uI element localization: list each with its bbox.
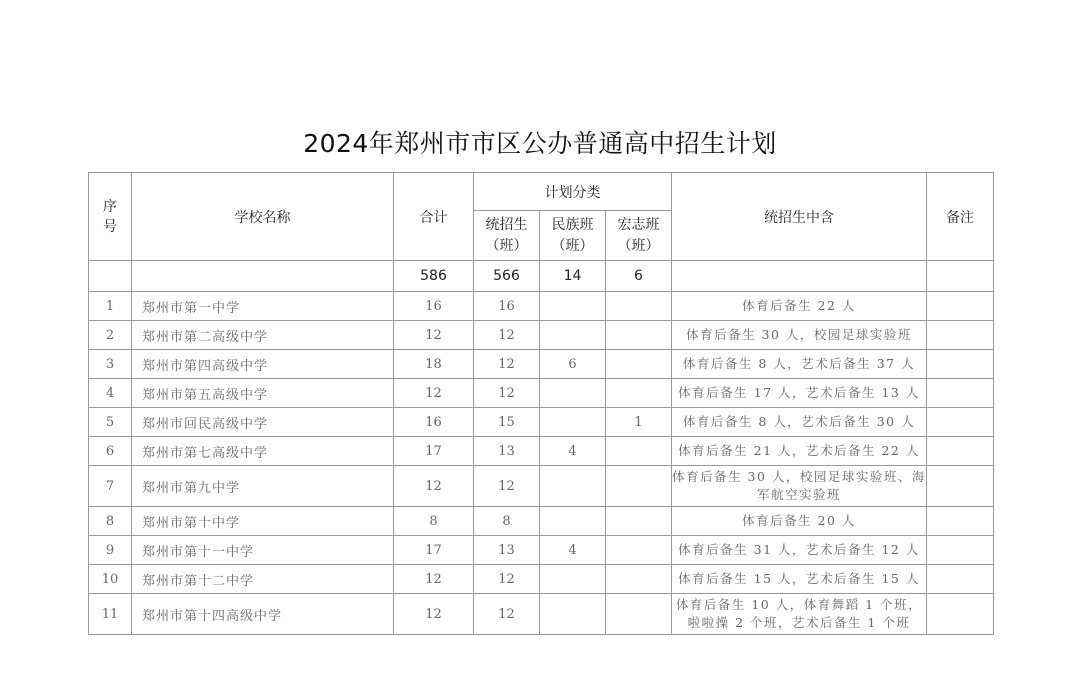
table-row bbox=[89, 536, 994, 565]
header-plan-group: 计划分类 bbox=[474, 173, 672, 211]
row-no: 11 bbox=[89, 594, 132, 635]
row-unified: 15 bbox=[474, 408, 540, 437]
row-ethnic bbox=[540, 594, 606, 635]
header-remarks: 备注 bbox=[927, 173, 994, 261]
totals-hongzhi: 6 bbox=[606, 261, 672, 292]
row-hongzhi bbox=[606, 437, 672, 466]
row-hongzhi bbox=[606, 379, 672, 408]
row-ethnic bbox=[540, 408, 606, 437]
row-unified: 12 bbox=[474, 565, 540, 594]
row-unified: 13 bbox=[474, 536, 540, 565]
enrollment-plan-table bbox=[88, 172, 994, 635]
header-school: 学校名称 bbox=[132, 173, 394, 261]
row-hongzhi bbox=[606, 292, 672, 321]
header-index-label: 序号 bbox=[103, 198, 117, 235]
row-hongzhi bbox=[606, 350, 672, 379]
row-school: 郑州市第七高级中学 bbox=[132, 437, 394, 466]
row-no: 2 bbox=[89, 321, 132, 350]
row-unified: 12 bbox=[474, 350, 540, 379]
row-total: 8 bbox=[394, 507, 474, 536]
totals-total: 586 bbox=[394, 261, 474, 292]
table-row bbox=[89, 292, 994, 321]
row-ethnic bbox=[540, 565, 606, 594]
totals-row bbox=[89, 261, 994, 292]
row-no: 3 bbox=[89, 350, 132, 379]
header-total: 合计 bbox=[394, 173, 474, 261]
row-includes: 体育后备生 17 人，艺术后备生 13 人 bbox=[672, 379, 927, 408]
row-total: 12 bbox=[394, 379, 474, 408]
table-row bbox=[89, 437, 994, 466]
row-remarks bbox=[927, 565, 994, 594]
row-unified: 12 bbox=[474, 321, 540, 350]
row-no: 10 bbox=[89, 565, 132, 594]
row-includes: 体育后备生 8 人，艺术后备生 30 人 bbox=[672, 408, 927, 437]
row-includes: 体育后备生 22 人 bbox=[672, 292, 927, 321]
row-school: 郑州市第十一中学 bbox=[132, 536, 394, 565]
row-hongzhi bbox=[606, 565, 672, 594]
row-includes: 体育后备生 10 人，体育舞蹈 1 个班，啦啦操 2 个班，艺术后备生 1 个班 bbox=[672, 594, 927, 635]
row-ethnic: 4 bbox=[540, 536, 606, 565]
row-school: 郑州市第二高级中学 bbox=[132, 321, 394, 350]
row-remarks bbox=[927, 594, 994, 635]
row-school: 郑州市第十二中学 bbox=[132, 565, 394, 594]
row-total: 17 bbox=[394, 437, 474, 466]
table-row bbox=[89, 408, 994, 437]
row-unified: 12 bbox=[474, 379, 540, 408]
totals-school bbox=[132, 261, 394, 292]
row-unified: 12 bbox=[474, 466, 540, 507]
row-school: 郑州市第五高级中学 bbox=[132, 379, 394, 408]
row-remarks bbox=[927, 321, 994, 350]
row-total: 16 bbox=[394, 292, 474, 321]
row-no: 6 bbox=[89, 437, 132, 466]
row-hongzhi: 1 bbox=[606, 408, 672, 437]
page-title: 2024年郑州市市区公办普通高中招生计划 bbox=[303, 129, 777, 158]
row-ethnic bbox=[540, 292, 606, 321]
row-ethnic: 6 bbox=[540, 350, 606, 379]
row-school: 郑州市第九中学 bbox=[132, 466, 394, 507]
row-hongzhi bbox=[606, 321, 672, 350]
totals-remarks bbox=[927, 261, 994, 292]
row-remarks bbox=[927, 437, 994, 466]
row-no: 1 bbox=[89, 292, 132, 321]
row-ethnic bbox=[540, 379, 606, 408]
totals-unified: 566 bbox=[474, 261, 540, 292]
row-hongzhi bbox=[606, 536, 672, 565]
row-includes: 体育后备生 30 人，校园足球实验班、海军航空实验班 bbox=[672, 466, 927, 507]
row-hongzhi bbox=[606, 507, 672, 536]
header-hongzhi: 宏志班（班） bbox=[606, 211, 672, 261]
row-school: 郑州市回民高级中学 bbox=[132, 408, 394, 437]
row-remarks bbox=[927, 350, 994, 379]
table-row bbox=[89, 350, 994, 379]
row-no: 7 bbox=[89, 466, 132, 507]
header-unified: 统招生（班） bbox=[474, 211, 540, 261]
row-unified: 13 bbox=[474, 437, 540, 466]
row-school: 郑州市第十中学 bbox=[132, 507, 394, 536]
row-includes: 体育后备生 31 人，艺术后备生 12 人 bbox=[672, 536, 927, 565]
row-ethnic bbox=[540, 507, 606, 536]
row-includes: 体育后备生 21 人，艺术后备生 22 人 bbox=[672, 437, 927, 466]
row-unified: 8 bbox=[474, 507, 540, 536]
row-unified: 12 bbox=[474, 594, 540, 635]
row-remarks bbox=[927, 292, 994, 321]
row-ethnic bbox=[540, 466, 606, 507]
row-school: 郑州市第一中学 bbox=[132, 292, 394, 321]
row-includes: 体育后备生 20 人 bbox=[672, 507, 927, 536]
totals-includes bbox=[672, 261, 927, 292]
totals-ethnic: 14 bbox=[540, 261, 606, 292]
header-includes: 统招生中含 bbox=[672, 173, 927, 261]
table-row bbox=[89, 507, 994, 536]
row-remarks bbox=[927, 536, 994, 565]
row-no: 5 bbox=[89, 408, 132, 437]
row-includes: 体育后备生 15 人，艺术后备生 15 人 bbox=[672, 565, 927, 594]
row-total: 12 bbox=[394, 594, 474, 635]
row-total: 12 bbox=[394, 565, 474, 594]
row-no: 8 bbox=[89, 507, 132, 536]
row-includes: 体育后备生 8 人，艺术后备生 37 人 bbox=[672, 350, 927, 379]
row-ethnic: 4 bbox=[540, 437, 606, 466]
row-total: 12 bbox=[394, 321, 474, 350]
header-ethnic: 民族班（班） bbox=[540, 211, 606, 261]
row-no: 4 bbox=[89, 379, 132, 408]
row-total: 16 bbox=[394, 408, 474, 437]
row-includes: 体育后备生 30 人，校园足球实验班 bbox=[672, 321, 927, 350]
row-total: 12 bbox=[394, 466, 474, 507]
row-total: 18 bbox=[394, 350, 474, 379]
totals-index bbox=[89, 261, 132, 292]
table-row bbox=[89, 321, 994, 350]
row-total: 17 bbox=[394, 536, 474, 565]
table-row bbox=[89, 565, 994, 594]
row-remarks bbox=[927, 466, 994, 507]
row-school: 郑州市第十四高级中学 bbox=[132, 594, 394, 635]
row-remarks bbox=[927, 408, 994, 437]
row-remarks bbox=[927, 507, 994, 536]
row-hongzhi bbox=[606, 594, 672, 635]
row-remarks bbox=[927, 379, 994, 408]
row-unified: 16 bbox=[474, 292, 540, 321]
row-hongzhi bbox=[606, 466, 672, 507]
table-row bbox=[89, 594, 994, 635]
table-row bbox=[89, 379, 994, 408]
row-ethnic bbox=[540, 321, 606, 350]
table-row bbox=[89, 466, 994, 507]
row-no: 9 bbox=[89, 536, 132, 565]
header-index bbox=[89, 173, 132, 261]
row-school: 郑州市第四高级中学 bbox=[132, 350, 394, 379]
